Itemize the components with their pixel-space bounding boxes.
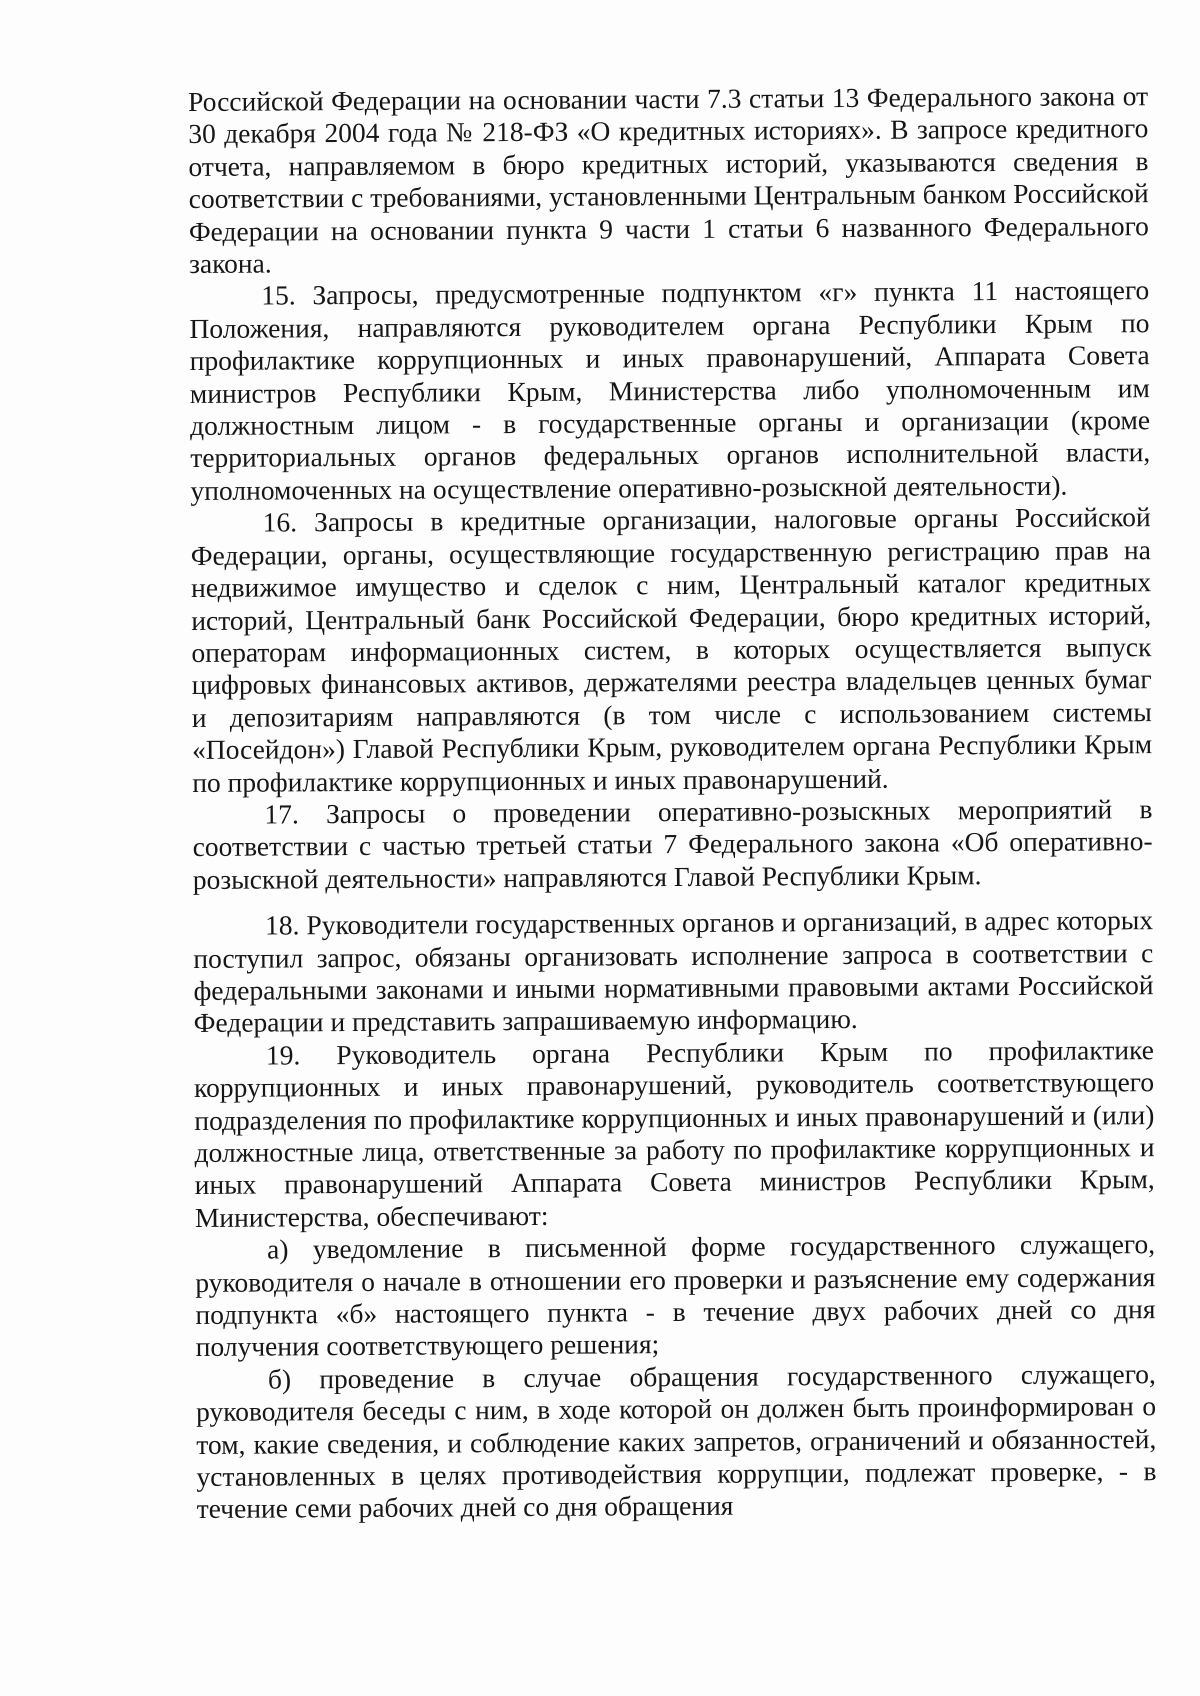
paragraph-17: 17. Запросы о проведении оперативно-розыскных мероприятий в соответствии с частью третьей статьи 7 Федерального закона «Об оперативно-розыскной деятельности» направляются Главой Республики Крым. [192, 793, 1153, 895]
subparagraph-a: а) уведомление в письменной форме государственного служащего, руководителя о начале в отношении его проверки и разъяснение ему содержания подпункта «б» настоящего пункта - в течение двух рабочих дней со дня получения соответствующего решения; [195, 1228, 1156, 1363]
paragraph-19: 19. Руководитель органа Республики Крым по профилактике коррупционных и иных правонарушений, руководитель соответствующего подразделения по профилактике коррупционных и иных правонарушений и (или) должностные лица, ответственные за работу по профилактике коррупционных и иных правонарушений Аппарата Совета министров Республики Крым, Министерства, обеспечивают: [194, 1033, 1155, 1233]
paragraph-18: 18. Руководители государственных органов и организаций, в адрес которых поступил запрос, обязаны организовать исполнение запроса в соответствии с федеральными законами и иными нормативными правовыми актами Российской Федерации и представить запрашиваемую информацию. [193, 904, 1154, 1039]
subparagraph-b: б) проведение в случае обращения государственного служащего, руководителя беседы с ним, в ходе которой он должен быть проинформирован о том, какие сведения, и соблюдение каких запретов, ограничений и обязанностей, установленных в целях противодействия коррупции, подлежат проверке, - в течение семи рабочих дней со дня обращения [196, 1357, 1157, 1525]
paragraph-15: 15. Запросы, предусмотренные подпунктом «г» пункта 11 настоящего Положения, направляются руководителем органа Республики Крым по профилактике коррупционных и иных правонарушений, Аппарата Совета министров Республики Крым, Министерства либо уполномоченным им должностным лицом - в государственные органы и организации (кроме территориальных органов федеральных органов исполнительной власти, уполномоченных на осуществление оперативно-розыскной деятельности). [189, 274, 1151, 506]
document-body [188, 80, 1157, 1526]
paragraph-16: 16. Запросы в кредитные организации, налоговые органы Российской Федерации, органы, осуществляющие государственную регистрацию прав на недвижимое имущество и сделок с ним, Центральный каталог кредитных историй, Центральный банк Российской Федерации, бюро кредитных историй, операторам информационных систем, в которых осуществляется выпуск цифровых финансовых активов, держателями реестра владельцев ценных бумаг и депозитариям направляются (в том числе с использованием системы «Посейдон») Главой Республики Крым, руководителем органа Республики Крым по профилактике коррупционных и иных правонарушений. [190, 501, 1153, 798]
paragraph-continuation: Российской Федерации на основании части 7.3 статьи 13 Федерального закона от 30 декабря 2004 года № 218-ФЗ «О кредитных историях». В запросе кредитного отчета, направляемом в бюро кредитных историй, указываются сведения в соответствии с требованиями, установленными Центральным банком Российской Федерации на основании пункта 9 части 1 статьи 6 названного Федерального закона. [188, 80, 1149, 280]
